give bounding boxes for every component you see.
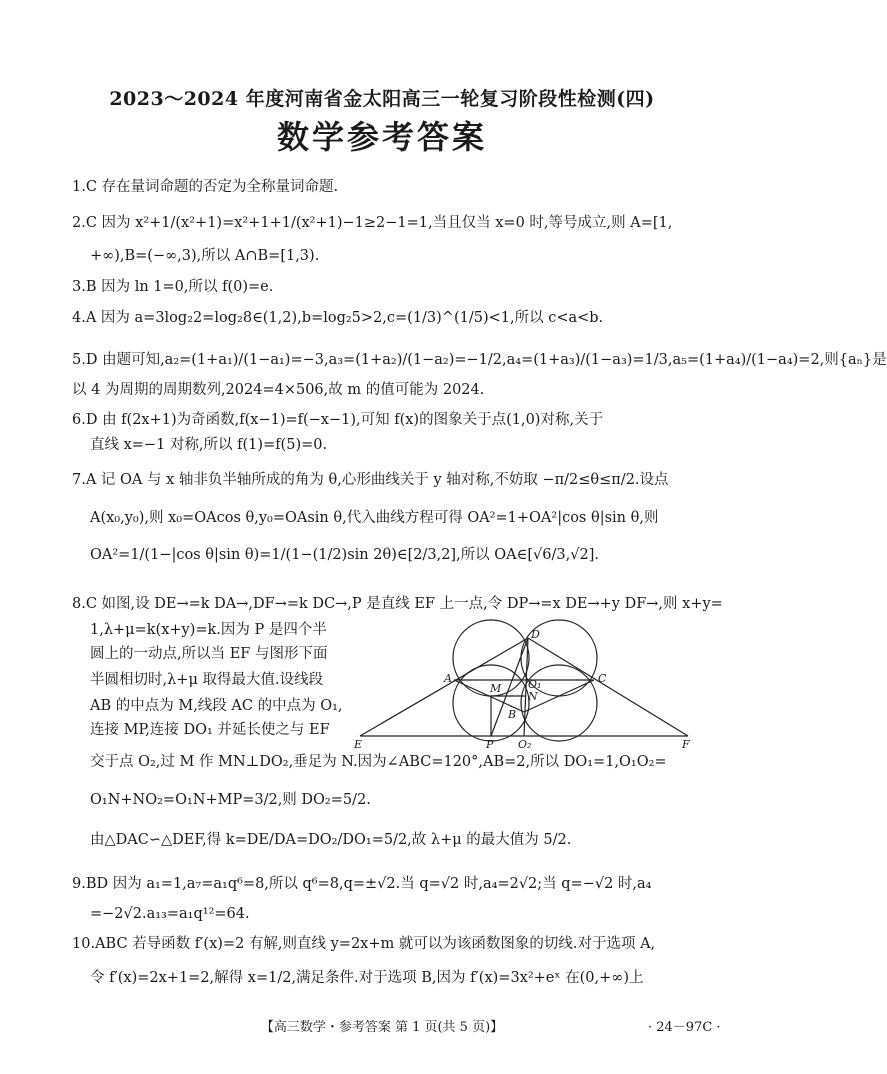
answer-line: O₁N+NO₂=O₁N+MP=3/2,则 DO₂=5/2. [90, 792, 371, 808]
label-c: C [598, 672, 607, 685]
lower-right-semicircle [521, 665, 597, 741]
page-title: 数学参考答案 [276, 118, 487, 156]
label-o1: O₁ [528, 678, 542, 691]
label-a: A [444, 672, 452, 685]
answer-line: 3.B 因为 ln 1=0,所以 f(0)=e. [72, 279, 274, 295]
answer-line: 5.D 由题可知,a₂=(1+a₁)/(1−a₁)=−3,a₃=(1+a₂)/(1−a₂)=−1/2,a₄=(1+a₃)/(1−a₃)=1/3,a₅=(1+a₄)/(1−a₄)=2,则{aₙ}是 [72, 352, 887, 368]
answer-line: 4.A 因为 a=3log₂2=log₂8∈(1,2),b=log₂5>2,c=(1/3)^(1/5)<1,所以 c<a<b. [72, 310, 604, 326]
answer-line: 1.C 存在量词命题的否定为全称量词命题. [72, 179, 339, 195]
line-fd [528, 638, 688, 736]
answer-line: AB 的中点为 M,线段 AC 的中点为 O₁, [90, 698, 343, 714]
answer-line: 连接 MP,连接 DO₁ 并延长使之与 EF [90, 722, 330, 738]
answer-line: 直线 x=−1 对称,所以 f(1)=f(5)=0. [90, 437, 328, 453]
label-d: D [531, 628, 540, 641]
answer-line: 交于点 O₂,过 M 作 MN⊥DO₂,垂足为 N.因为∠ABC=120°,AB=2,所以 DO₁=1,O₁O₂= [90, 754, 667, 770]
page-footer: 【高三数学・参考答案 第 1 页(共 5 页)】 [260, 1020, 504, 1035]
label-m: M [490, 682, 502, 695]
answer-line: 8.C 如图,设 DE→=k DA→,DF→=k DC→,P 是直线 EF 上一点,令 DP→=x DE→+y DF→,则 x+y= [72, 596, 723, 612]
answer-line: 令 f′(x)=2x+1=2,解得 x=1/2,满足条件.对于选项 B,因为 f′(x)=3x²+eˣ 在(0,+∞)上 [90, 970, 644, 986]
label-o2: O₂ [518, 738, 532, 751]
answer-line: 1,λ+μ=k(x+y)=k.因为 P 是四个半 [90, 622, 327, 638]
label-p: P [486, 738, 494, 751]
answer-line: 圆上的一动点,所以当 EF 与图形下面 [90, 646, 328, 662]
label-n: N [528, 690, 538, 703]
answer-line: 10.ABC 若导函数 f′(x)=2 有解,则直线 y=2x+m 就可以为该函数图象的切线.对于选项 A, [72, 936, 656, 952]
line-ed [360, 638, 528, 736]
answer-line: +∞),B=(−∞,3),所以 A∩B=[1,3). [90, 248, 320, 264]
answer-line: 9.BD 因为 a₁=1,a₇=a₁q⁶=8,所以 q⁶=8,q=±√2.当 q=√2 时,a₄=2√2;当 q=−√2 时,a₄ [72, 876, 652, 892]
answer-line: 半圆相切时,λ+μ 取得最大值.设线段 [90, 672, 324, 688]
label-b: B [508, 708, 517, 721]
document-code: · 24－97C · [648, 1020, 721, 1035]
geometry-diagram [354, 618, 694, 751]
answer-line: =−2√2.a₁₃=a₁q¹²=64. [90, 906, 250, 922]
label-e: E [354, 738, 363, 751]
answer-line: 2.C 因为 x²+1/(x²+1)=x²+1+1/(x²+1)−1≥2−1=1,当且仅当 x=0 时,等号成立,则 A=[1, [72, 215, 673, 231]
answer-line: 以 4 为周期的周期数列,2024=4×506,故 m 的值可能为 2024. [72, 382, 485, 398]
subtitle: 2023～2024 年度河南省金太阳高三一轮复习阶段性检测(四) [109, 88, 655, 110]
answer-line: OA²=1/(1−|cos θ|sin θ)=1/(1−(1/2)sin 2θ)∈[2/3,2],所以 OA∈[√6/3,√2]. [90, 547, 599, 563]
answer-line: 7.A 记 OA 与 x 轴非负半轴所成的角为 θ,心形曲线关于 y 轴对称,不妨取 −π/2≤θ≤π/2.设点 [72, 472, 669, 488]
label-f: F [682, 738, 690, 751]
answer-line: A(x₀,y₀),则 x₀=OAcos θ,y₀=OAsin θ,代入曲线方程可得 OA²=1+OA²|cos θ|sin θ,则 [90, 510, 659, 526]
answer-line: 由△DAC∽△DEF,得 k=DE/DA=DO₂/DO₁=5/2,故 λ+μ 的最大值为 5/2. [90, 832, 572, 848]
answer-line: 6.D 由 f(2x+1)为奇函数,f(x−1)=f(−x−1),可知 f(x)的图象关于点(1,0)对称,关于 [72, 412, 604, 428]
